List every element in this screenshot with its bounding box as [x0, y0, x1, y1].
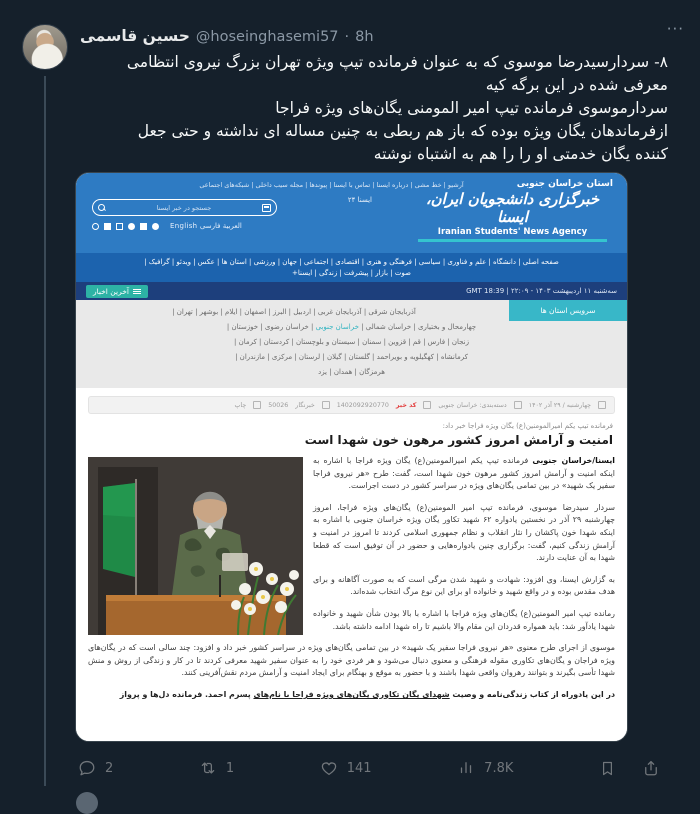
tweet-text-line: کننده یگان خدمتی او را را هم به اشتباه نوشته	[373, 145, 668, 163]
tweet-text-line: معرفی شده در این برگه کیه	[485, 76, 668, 94]
isna-logo	[410, 190, 615, 242]
action-bar-right	[599, 759, 660, 777]
article-paragraph: سردار سیدرضا موسوی، فرمانده تیپ امیر المومنین(ع) یگان‌های ویژه فراجا، امروز چهارشنبه ۲۹ آذر در نخستین یادواره ۶۲ شهید تکاور یگان ویژه خراسان جنوبی با اشاره به اینکه شهدا خون پاکشان را نثار انقلاب و نظام جمهوری اسلامی کردند تا امروز در امنیت و آرامش زندگی کنیم، گفت: برگزاری چنین یادواره‌هایی و حضور در آن توفیق است که قطعا شهدا به آن عنایت دارند.	[313, 502, 615, 563]
views-button[interactable]	[457, 759, 513, 777]
tweet-timestamp[interactable]: 8h	[355, 29, 374, 45]
calendar-icon	[598, 401, 606, 409]
dateline-label: ایسنا/خراسان جنوبی	[532, 456, 615, 465]
reply-button[interactable]	[78, 759, 113, 777]
reply-icon	[78, 759, 96, 777]
facebook-icon	[104, 223, 111, 230]
isna-logo-farsi: خبرگزاری دانشجویان ایران، ایسنا	[425, 190, 600, 226]
apple-icon	[140, 223, 147, 230]
provinces-row: هرمزگان | همدان | یزد	[318, 368, 385, 376]
tweet-header	[80, 27, 652, 45]
article-paragraph: رمانده تیپ امیر المومنین(ع) یگان‌های ویژه فراجا با اشاره با بالا بودن شأن شهید و خانواده شهدا یادآور شد: باید همواره قدردان این مقام والا باشیم تا راه شهدا ادامه داشته باشد.	[313, 608, 615, 631]
isna-top-menu: آرشیو | خط مشی | درباره ایسنا | تماس با ایسنا | پیوندها | مجله سیب داخلی | شبکه‌های اجتماعی	[199, 181, 464, 189]
isna-nav-row2: صوت | بازار | پیشرفت | زندگی | ایسنا+	[292, 269, 411, 277]
news-code-value: 1402092920770	[336, 401, 389, 409]
analytics-icon	[457, 759, 475, 777]
isna-logo-english: Iranian Students' News Agency	[437, 227, 588, 237]
provinces-row: آذربایجان شرقی | آذربایجان غربی | اردبیل | البرز | اصفهان | ایلام | بوشهر | تهران |	[172, 308, 416, 316]
tweet-text-line: سردارموسوی فرمانده تیپ امیر المومنی یگان‌های ویژه فراجا	[275, 99, 668, 117]
repost-icon	[199, 759, 217, 777]
provinces-service-tab: سرویس استان ها	[509, 300, 627, 321]
tweet-text-line: ۸- سردارسیدرضا موسوی که به عنوان فرمانده تیپ ویژه تهران بزرگ نیروی انتظامی	[126, 53, 668, 71]
reporter-label: خبرنگار	[295, 401, 315, 409]
thread-connector-line	[44, 76, 46, 786]
search-icon	[98, 204, 106, 212]
share-button[interactable]	[642, 759, 660, 777]
tweet-text	[10, 51, 668, 166]
printer-icon	[253, 401, 261, 409]
twitter-icon	[128, 223, 135, 230]
more-options-icon[interactable]: ···	[666, 20, 684, 38]
article-paragraph: موسوی از اجرای طرح معنوی «هر نیروی فراجا سفیر یک شهید» در بین تمامی یگان‌های ویژه در سراسر کشور خبر داد و افزود: چند سالی است که در یگان‌های ویژه فراجان و یگان‌های تکاوری مقوله فرهنگی و معنوی دنبال می‌شود و هر فردی خود را به عنوان سفیر شهید معرفی کردند تا در کار و زندگی از روش و منش شهدا تأسی بگیرند و بتوانند رهروان واقعی شهدا باشند و با حضور به موقع و بهنگام برای ایجاد امنیت و آرامش مردم نقش‌آفرینی کنند.	[88, 643, 615, 678]
isna-datetime: سه‌شنبه ۱۱ اردیبهشت ۱۴۰۳ - ۲۲:۰۹ | GMT 18:39	[466, 287, 617, 295]
article-photo	[88, 457, 303, 635]
reporter-code: 50026	[268, 401, 289, 409]
isna-logo-underline	[418, 239, 607, 242]
isna-language-links: English العربية فارسی	[170, 222, 242, 230]
isna-province-label: استان خراسان جنوبی	[516, 179, 613, 189]
isna-search-area	[92, 199, 277, 230]
print-label: چاپ	[234, 401, 247, 409]
calendar-icon	[262, 204, 271, 212]
article-headline: امنیت و آرامش امروز کشور مرهون خون شهدا است	[304, 433, 613, 447]
isna-date-bar	[76, 282, 627, 300]
android-icon	[152, 223, 159, 230]
rss-icon	[92, 223, 99, 230]
instagram-icon	[116, 223, 123, 230]
article-kicker: فرمانده تیپ یکم امیرالمومنین(ع) یگان ویژه فراجا خبر داد:	[442, 422, 613, 430]
provinces-row: چهارمحال و بختیاری | خراسان شمالی | خراسان جنوبی | خراسان رضوی | خوزستان |	[226, 323, 477, 331]
isna-article	[76, 388, 627, 742]
underlined-book-titles: شهدای یگان تکاوری یگان‌های ویژه فراجا با نام‌های	[253, 689, 450, 699]
like-count: 141	[346, 760, 372, 776]
next-tweet-avatar-partial[interactable]	[76, 792, 98, 814]
like-button[interactable]	[320, 759, 372, 777]
news-code-label: کد خبر	[395, 401, 417, 409]
article-paragraph-bold: در این یادوراه از کتاب زندگی‌نامه و وصیت شهدای یگان تکاوری یگان‌های ویژه فراجا با نام‌های پسرم احمد. فرمانده دل‌ها و پرواز	[119, 689, 615, 699]
author-handle[interactable]: @hoseinghasemi57	[195, 29, 339, 45]
article-meta-bar	[88, 396, 615, 414]
article-category: دسته‌بندی: خراسان جنوبی	[438, 401, 507, 409]
article-date: چهارشنبه / ۲۹ آذر ۱۴۰۲	[528, 401, 591, 409]
repost-button[interactable]	[199, 759, 234, 777]
clock-icon	[514, 401, 522, 409]
isna-provinces-panel	[76, 300, 627, 388]
bookmark-icon	[599, 760, 616, 777]
repost-count: 1	[225, 760, 235, 776]
tweet-action-bar	[78, 750, 660, 786]
view-count: 7.8K	[484, 760, 514, 776]
tweet-text-line: ازفرماندهان یگان ویژه بوده که باز هم ربطی به چنین مساله ای نداشته و حتی جعل	[137, 122, 668, 140]
latest-news-button	[86, 285, 148, 298]
separator-dot: ·	[344, 29, 350, 45]
isna-nav-row1: صفحه اصلی | دانشگاه | علم و فناوری | سیاسی | فرهنگی و هنری | اقتصادی | اجتماعی | جهان | ورزشی | استان ها | عکس | ویدئو | گرافیک |	[144, 258, 559, 266]
isna-search-input	[92, 199, 277, 216]
article-body	[88, 455, 615, 702]
article-paragraph: ایسنا/خراسان جنوبی فرمانده تیپ یکم امیرالمومنین(ع) یگان ویژه فراجا با اشاره به اینکه امنیت و آرامش امروز کشور مرهون خون شهدا است، گفت: طرح «هر نیروی فراجا سفیر یک شهید» در بین تمامی یگان‌های ویژه در سراسر کشور در دست اجراست.	[313, 456, 615, 491]
author-display-name[interactable]: حسین قاسمی	[80, 27, 190, 45]
isna24-link: ایسنا ۲۴	[347, 196, 372, 204]
article-paragraph: به گزارش ایسنا، وی افزود: شهادت و شهید شدن مرگی است که به صورت آگاهانه و برای هدف مقدس بوده و در واقع شهید و خانواده او برای این نوع مرگ انتخاب شده‌اند.	[313, 574, 615, 597]
latest-news-label: آخرین اخبار	[93, 286, 129, 296]
envelope-icon	[423, 401, 431, 409]
bookmark-button[interactable]	[599, 760, 616, 777]
isna-social-row	[92, 222, 277, 230]
active-province-link: خراسان جنوبی	[315, 323, 359, 331]
reply-count: 2	[105, 760, 114, 776]
provinces-row: زنجان | فارس | قم | قزوین | سمنان | سیستان و بلوچستان | کردستان | کرمان |	[234, 338, 469, 346]
microphone-icon	[322, 401, 330, 409]
isna-main-nav	[76, 253, 627, 282]
provinces-row: کرمانشاه | کهگیلویه و بویراحمد | گلستان | گیلان | لرستان | مرکزی | مازندران |	[235, 353, 468, 361]
tweet-media-image[interactable]	[75, 172, 628, 742]
isna-site-header	[76, 173, 627, 253]
share-icon	[642, 759, 660, 777]
heart-icon	[320, 759, 338, 777]
search-placeholder: جستجو در خبر ایسنا	[156, 203, 212, 212]
hamburger-icon	[133, 288, 141, 295]
